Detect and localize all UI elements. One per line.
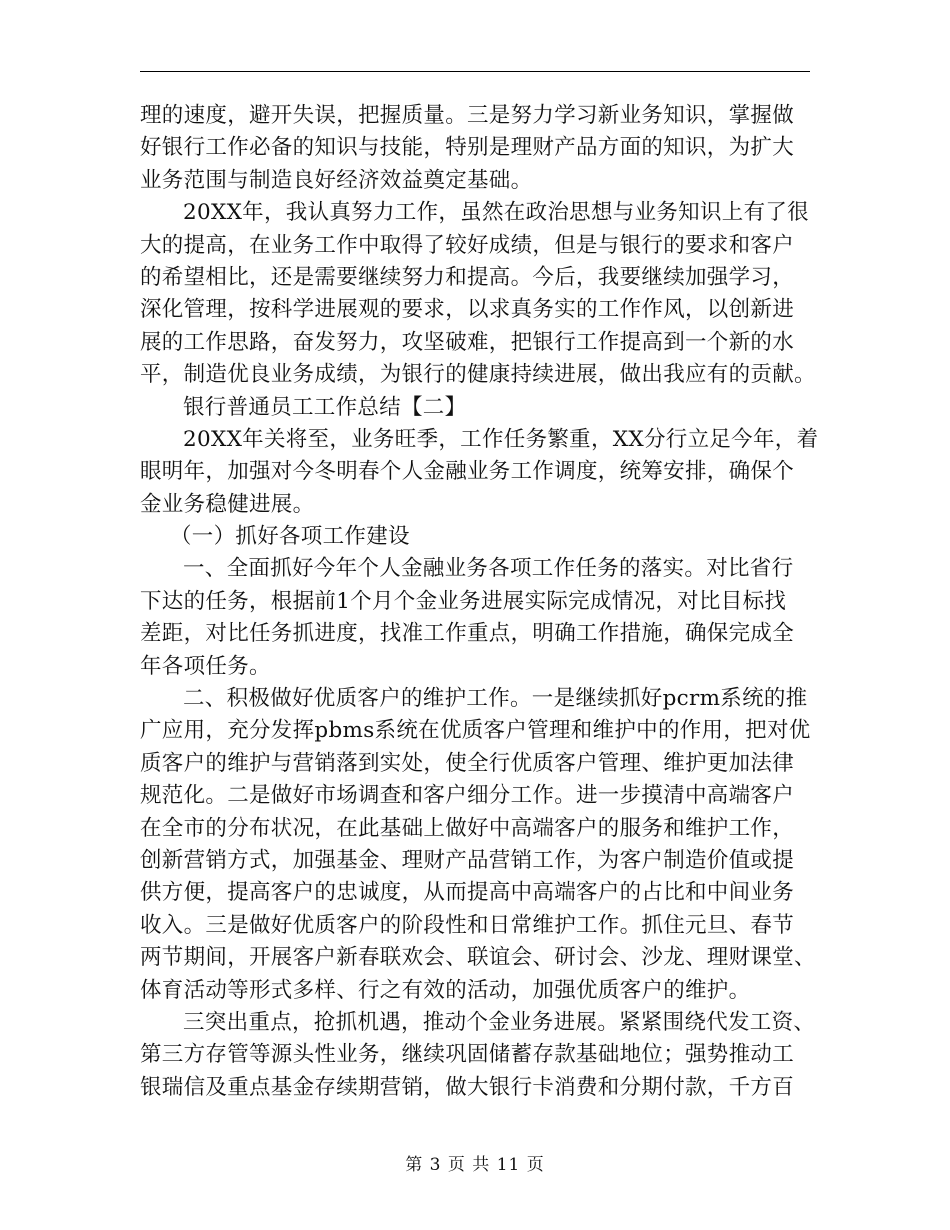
body-line: 质客户的维护与营销落到实处，使全行优质客户管理、维护更加法律 — [140, 750, 795, 776]
subsection-heading: （一）抓好各项工作建设 — [170, 524, 410, 550]
body-line: 两节期间，开展客户新春联欢会、联谊会、研讨会、沙龙、理财课堂、 — [140, 945, 816, 971]
body-line: 金业务稳健进展。 — [140, 491, 315, 517]
body-line: 20XX年关将至，业务旺季，工作任务繁重，XX分行立足今年，着 — [183, 426, 819, 452]
header-rule — [140, 71, 810, 72]
body-line: 下达的任务，根据前1个月个金业务进展实际完成情况，对比目标找 — [140, 588, 787, 614]
body-line: 眼明年，加强对今冬明春个人金融业务工作调度，统筹安排，确保个 — [140, 459, 795, 485]
body-line: 的希望相比，还是需要继续努力和提高。今后，我要继续加强学习， — [140, 264, 795, 290]
body-line: 年各项任务。 — [140, 653, 271, 679]
body-line: 理的速度，避开失误，把握质量。三是努力学习新业务知识，掌握做 — [140, 103, 795, 128]
body-line: 展的工作思路，奋发努力，攻坚破难，把银行工作提高到一个新的水 — [140, 329, 795, 355]
body-line: 差距，对比任务抓进度，找准工作重点，明确工作措施，确保完成全 — [140, 621, 795, 647]
body-line: 供方便，提高客户的忠诚度，从而提高中高端客户的占比和中间业务 — [140, 880, 795, 906]
body-line: 一、全面抓好今年个人金融业务各项工作任务的落实。对比省行 — [183, 556, 794, 582]
body-line: 收入。三是做好优质客户的阶段性和日常维护工作。抓住元旦、春节 — [140, 912, 795, 938]
body-line: 创新营销方式，加强基金、理财产品营销工作，为客户制造价值或提 — [140, 847, 795, 873]
body-line: 二、积极做好优质客户的维护工作。一是继续抓好pcrm系统的推 — [183, 686, 808, 712]
body-line: 规范化。二是做好市场调查和客户细分工作。进一步摸清中高端客户 — [140, 783, 795, 809]
body-line: 平，制造优良业务成绩，为银行的健康持续进展，做出我应有的贡献。 — [140, 362, 816, 388]
body-line: 银瑞信及重点基金存续期营销，做大银行卡消费和分期付款，千方百 — [140, 1074, 795, 1100]
body-line: 广应用，充分发挥pbms系统在优质客户管理和维护中的作用，把对优 — [140, 718, 811, 744]
body-line: 在全市的分布状况，在此基础上做好中高端客户的服务和维护工作， — [140, 815, 795, 841]
body-line: 大的提高，在业务工作中取得了较好成绩，但是与银行的要求和客户 — [140, 232, 795, 258]
body-line: 体育活动等形式多样、行之有效的活动，加强优质客户的维护。 — [140, 977, 751, 1003]
page-number: 第 3 页 共 11 页 — [405, 1155, 545, 1175]
document-body — [140, 100, 819, 1104]
body-line: 三突出重点，抢抓机遇，推动个金业务进展。紧紧围绕代发工资、 — [183, 1009, 816, 1035]
body-line: 业务范围与制造良好经济效益奠定基础。 — [140, 167, 533, 193]
body-line: 深化管理，按科学进展观的要求，以求真务实的工作作风，以创新进 — [140, 297, 795, 323]
section-heading: 银行普通员工工作总结【二】 — [183, 394, 467, 420]
body-line: 好银行工作必备的知识与技能，特别是理财产品方面的知识，为扩大 — [140, 135, 795, 161]
body-line: 第三方存管等源头性业务，继续巩固储蓄存款基础地位；强势推动工 — [140, 1042, 795, 1068]
body-line: 20XX年，我认真努力工作，虽然在政治思想与业务知识上有了很 — [183, 200, 809, 226]
